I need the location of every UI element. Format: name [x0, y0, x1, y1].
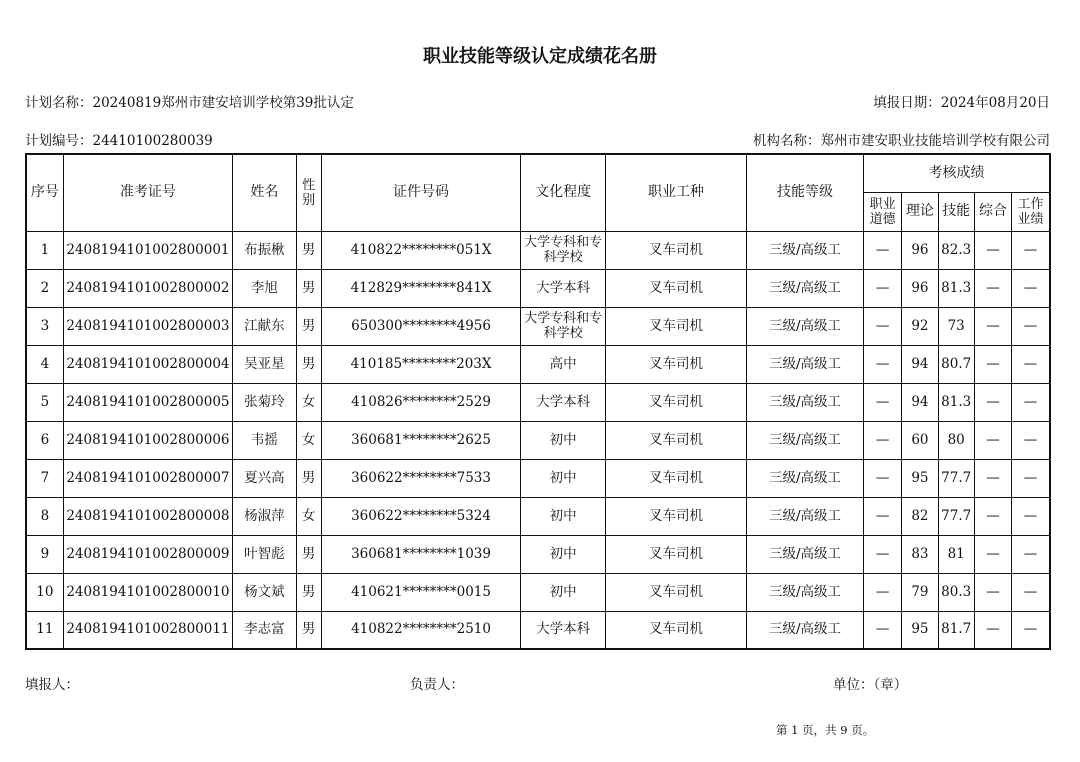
cell-seq: 9	[26, 535, 63, 573]
cell-job: 叉车司机	[605, 535, 746, 573]
cell-theory: 79	[902, 573, 938, 611]
cell-seq: 7	[26, 459, 63, 497]
cell-name: 夏兴高	[233, 459, 296, 497]
cell-id-no: 410185********203X	[321, 345, 521, 383]
cell-gender: 男	[296, 231, 321, 269]
cell-id-no: 360681********2625	[321, 421, 521, 459]
cell-seq: 11	[26, 611, 63, 649]
cell-exam-no: 2408194101002800010	[63, 573, 232, 611]
cell-job: 叉车司机	[605, 269, 746, 307]
cell-work: —	[1012, 307, 1050, 345]
cell-id-no: 360622********5324	[321, 497, 521, 535]
cell-skill: 80.3	[938, 573, 974, 611]
score-roster-table	[25, 153, 1051, 650]
cell-work: —	[1012, 573, 1050, 611]
cell-gender: 男	[296, 535, 321, 573]
cell-name: 张菊玲	[233, 383, 296, 421]
cell-name: 杨淑萍	[233, 497, 296, 535]
cell-theory: 96	[902, 269, 938, 307]
cell-exam-no: 2408194101002800004	[63, 345, 232, 383]
cell-exam-no: 2408194101002800007	[63, 459, 232, 497]
cell-level: 三级/高级工	[747, 231, 864, 269]
cell-name: 叶智彪	[233, 535, 296, 573]
cell-seq: 1	[26, 231, 63, 269]
cell-name: 布振楸	[233, 231, 296, 269]
cell-work: —	[1012, 383, 1050, 421]
filler-label: 填报人：	[25, 677, 79, 693]
cell-edu: 大学本科	[521, 611, 606, 649]
header-skill: 技能	[938, 192, 974, 231]
cell-level: 三级/高级工	[747, 611, 864, 649]
table-row	[26, 269, 1050, 307]
header-score-group: 考核成绩	[863, 154, 1050, 192]
cell-seq: 3	[26, 307, 63, 345]
cell-edu: 高中	[521, 345, 606, 383]
cell-id-no: 410822********2510	[321, 611, 521, 649]
cell-id-no: 410621********0015	[321, 573, 521, 611]
plan-name: 计划名称：20240819郑州市建安培训学校第39批认定	[25, 95, 354, 111]
cell-exam-no: 2408194101002800002	[63, 269, 232, 307]
cell-skill: 80.7	[938, 345, 974, 383]
header-gender: 性别	[296, 154, 321, 231]
cell-theory: 82	[902, 497, 938, 535]
cell-theory: 95	[902, 459, 938, 497]
cell-work: —	[1012, 535, 1050, 573]
cell-level: 三级/高级工	[747, 421, 864, 459]
cell-ethics: —	[863, 573, 901, 611]
cell-edu: 大学专科和专科学校	[521, 231, 606, 269]
cell-overall: —	[974, 535, 1011, 573]
cell-edu: 初中	[521, 535, 606, 573]
cell-overall: —	[974, 611, 1011, 649]
cell-gender: 男	[296, 573, 321, 611]
cell-level: 三级/高级工	[747, 535, 864, 573]
header-exam-no: 准考证号	[63, 154, 232, 231]
table-row	[26, 535, 1050, 573]
cell-gender: 女	[296, 421, 321, 459]
plan-number: 计划编号：2441010028003​9	[25, 133, 213, 149]
header-level: 技能等级	[747, 154, 864, 231]
cell-exam-no: 2408194101002800001	[63, 231, 232, 269]
cell-edu: 初中	[521, 573, 606, 611]
header-theory: 理论	[902, 192, 938, 231]
cell-skill: 77.7	[938, 497, 974, 535]
cell-seq: 4	[26, 345, 63, 383]
cell-theory: 95	[902, 611, 938, 649]
cell-ethics: —	[863, 345, 901, 383]
cell-edu: 初中	[521, 497, 606, 535]
cell-exam-no: 2408194101002800009	[63, 535, 232, 573]
cell-overall: —	[974, 231, 1011, 269]
cell-gender: 女	[296, 497, 321, 535]
header-ethics: 职业道德	[863, 192, 901, 231]
cell-name: 李旭	[233, 269, 296, 307]
cell-job: 叉车司机	[605, 345, 746, 383]
cell-work: —	[1012, 231, 1050, 269]
header-overall: 综合	[974, 192, 1011, 231]
cell-edu: 大学本科	[521, 383, 606, 421]
cell-skill: 77.7	[938, 459, 974, 497]
cell-name: 杨文斌	[233, 573, 296, 611]
cell-level: 三级/高级工	[747, 573, 864, 611]
cell-job: 叉车司机	[605, 497, 746, 535]
cell-exam-no: 2408194101002800011	[63, 611, 232, 649]
cell-job: 叉车司机	[605, 383, 746, 421]
cell-theory: 94	[902, 383, 938, 421]
cell-work: —	[1012, 611, 1050, 649]
organization-name: 机构名称：郑州市建安职业技能培训学校有限公司	[753, 133, 1050, 149]
cell-ethics: —	[863, 611, 901, 649]
cell-overall: —	[974, 459, 1011, 497]
table-row	[26, 611, 1050, 649]
unit-stamp-label: 单位：（章）	[833, 677, 908, 693]
cell-ethics: —	[863, 307, 901, 345]
cell-ethics: —	[863, 497, 901, 535]
cell-overall: —	[974, 421, 1011, 459]
cell-level: 三级/高级工	[747, 459, 864, 497]
cell-id-no: 410826********2529	[321, 383, 521, 421]
cell-id-no: 412829********841X	[321, 269, 521, 307]
cell-level: 三级/高级工	[747, 345, 864, 383]
cell-level: 三级/高级工	[747, 269, 864, 307]
cell-skill: 81.3	[938, 269, 974, 307]
cell-skill: 81.3	[938, 383, 974, 421]
table-row	[26, 231, 1050, 269]
cell-exam-no: 2408194101002800006	[63, 421, 232, 459]
document-title: 职业技能等级认定成绩花名册	[423, 46, 657, 67]
cell-ethics: —	[863, 421, 901, 459]
cell-gender: 男	[296, 307, 321, 345]
cell-theory: 83	[902, 535, 938, 573]
table-row	[26, 307, 1050, 345]
table-row	[26, 497, 1050, 535]
cell-work: —	[1012, 345, 1050, 383]
cell-name: 韦摇	[233, 421, 296, 459]
table-row	[26, 345, 1050, 383]
cell-ethics: —	[863, 459, 901, 497]
cell-overall: —	[974, 345, 1011, 383]
cell-edu: 大学本科	[521, 269, 606, 307]
cell-overall: —	[974, 383, 1011, 421]
cell-job: 叉车司机	[605, 231, 746, 269]
cell-id-no: 360622********7533	[321, 459, 521, 497]
cell-level: 三级/高级工	[747, 307, 864, 345]
table-row	[26, 421, 1050, 459]
cell-edu: 初中	[521, 459, 606, 497]
cell-exam-no: 2408194101002800005	[63, 383, 232, 421]
table-row	[26, 459, 1050, 497]
cell-job: 叉车司机	[605, 307, 746, 345]
cell-skill: 82.3	[938, 231, 974, 269]
cell-overall: —	[974, 497, 1011, 535]
cell-ethics: —	[863, 383, 901, 421]
cell-seq: 6	[26, 421, 63, 459]
cell-name: 李志富	[233, 611, 296, 649]
cell-level: 三级/高级工	[747, 383, 864, 421]
cell-overall: —	[974, 573, 1011, 611]
cell-work: —	[1012, 421, 1050, 459]
cell-overall: —	[974, 269, 1011, 307]
cell-work: —	[1012, 497, 1050, 535]
cell-seq: 8	[26, 497, 63, 535]
cell-gender: 男	[296, 345, 321, 383]
cell-exam-no: 2408194101002800003	[63, 307, 232, 345]
cell-id-no: 360681********1039	[321, 535, 521, 573]
header-work: 工作业绩	[1012, 192, 1050, 231]
header-name: 姓名	[233, 154, 296, 231]
cell-job: 叉车司机	[605, 573, 746, 611]
leader-label: 负责人：	[410, 677, 464, 693]
cell-ethics: —	[863, 231, 901, 269]
cell-exam-no: 2408194101002800008	[63, 497, 232, 535]
cell-theory: 60	[902, 421, 938, 459]
cell-theory: 94	[902, 345, 938, 383]
cell-name: 江献东	[233, 307, 296, 345]
cell-skill: 73	[938, 307, 974, 345]
header-seq: 序号	[26, 154, 63, 231]
page-number: 第 1 页，共 9 页。	[776, 723, 875, 737]
cell-ethics: —	[863, 269, 901, 307]
cell-edu: 初中	[521, 421, 606, 459]
cell-id-no: 650300********4956	[321, 307, 521, 345]
cell-theory: 92	[902, 307, 938, 345]
table-row	[26, 573, 1050, 611]
cell-ethics: —	[863, 535, 901, 573]
cell-gender: 女	[296, 383, 321, 421]
cell-job: 叉车司机	[605, 611, 746, 649]
cell-name: 吴亚星	[233, 345, 296, 383]
header-education: 文化程度	[521, 154, 606, 231]
cell-seq: 2	[26, 269, 63, 307]
cell-gender: 男	[296, 459, 321, 497]
header-id-no: 证件号码	[321, 154, 521, 231]
cell-theory: 96	[902, 231, 938, 269]
header-job: 职业工种	[605, 154, 746, 231]
cell-work: —	[1012, 269, 1050, 307]
cell-gender: 男	[296, 611, 321, 649]
cell-skill: 81	[938, 535, 974, 573]
cell-seq: 10	[26, 573, 63, 611]
fill-date: 填报日期：2024年08月20日	[873, 95, 1050, 111]
cell-skill: 80	[938, 421, 974, 459]
cell-seq: 5	[26, 383, 63, 421]
cell-job: 叉车司机	[605, 421, 746, 459]
cell-edu: 大学专科和专科学校	[521, 307, 606, 345]
cell-job: 叉车司机	[605, 459, 746, 497]
table-row	[26, 383, 1050, 421]
cell-overall: —	[974, 307, 1011, 345]
cell-gender: 男	[296, 269, 321, 307]
cell-work: —	[1012, 459, 1050, 497]
cell-level: 三级/高级工	[747, 497, 864, 535]
cell-id-no: 410822********051X	[321, 231, 521, 269]
cell-skill: 81.7	[938, 611, 974, 649]
